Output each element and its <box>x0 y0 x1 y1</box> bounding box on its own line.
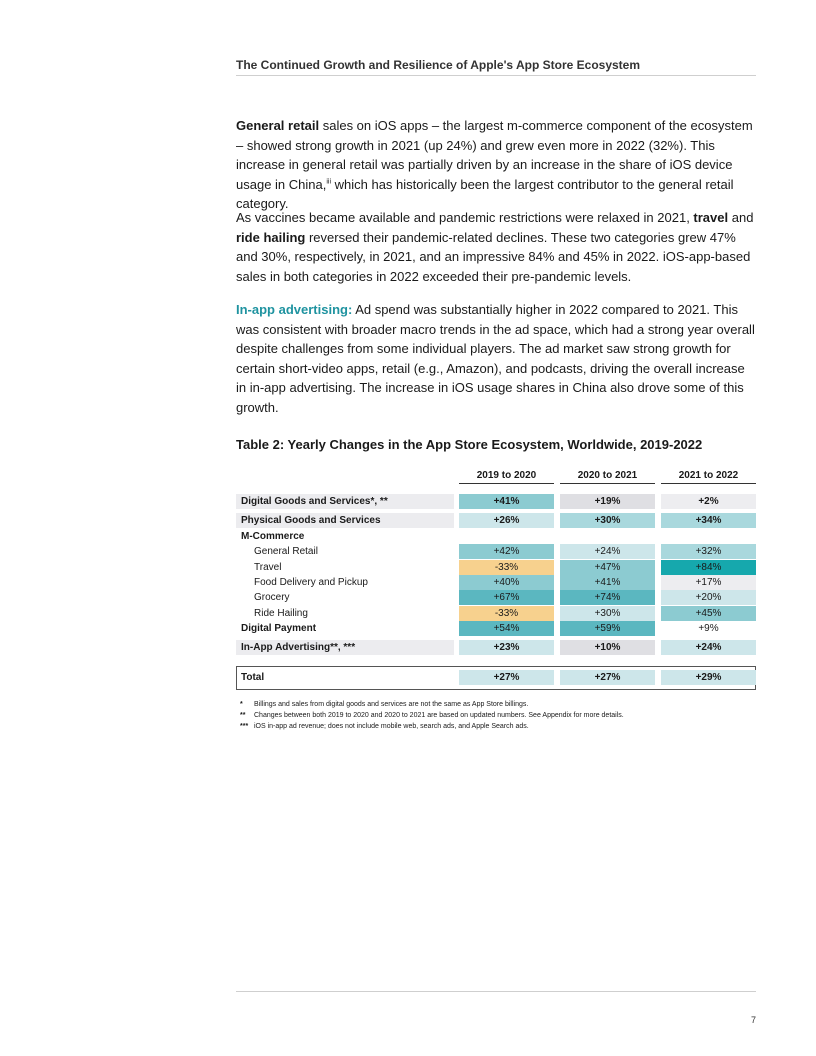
footnote-1 <box>240 701 528 708</box>
row-label-food-delivery: Food Delivery and Pickup <box>254 577 368 588</box>
in-app-advertising-lead: In-app advertising: <box>236 302 353 317</box>
footer-divider <box>236 991 756 992</box>
cell-grocery-2021-2022: +20% <box>661 590 756 605</box>
cell-digital-payment-2021-2022: +9% <box>698 623 719 634</box>
travel-text-c: reversed their pandemic-related declines. These two categories grew 47% and 30%, respectively, in 2021, and an impressive 84% and 45% in 2022. iOS-app-based sales in both categories in 2022 exceeded their pre-pandemic levels. <box>236 229 751 284</box>
paragraph-general-retail <box>236 116 756 214</box>
table-title: Table 2: Yearly Changes in the App Store Ecosystem, Worldwide, 2019-2022 <box>236 437 703 452</box>
row-label-travel: Travel <box>254 562 282 573</box>
footnote-2-text: Changes between both 2019 to 2020 and 2020 to 2021 are based on updated numbers. See Appendix for more details. <box>254 712 624 719</box>
row-label-in-app-ads: In-App Advertising**, *** <box>241 642 356 653</box>
footnote-3-text: iOS in-app ad revenue; does not include mobile web, search ads, and Apple Search ads. <box>254 723 529 730</box>
cell-total-2020-2021: +27% <box>560 670 655 685</box>
cell-ride-hailing-2020-2021: +30% <box>560 606 655 621</box>
page-number: 7 <box>750 1015 756 1025</box>
general-retail-text-b: which has historically been the largest contributor to the general retail category. <box>236 176 734 212</box>
cell-total-2021-2022: +29% <box>661 670 756 685</box>
footnote-ref-iii: iii <box>326 178 332 186</box>
travel-text-b: and <box>728 210 754 225</box>
col-header-2019-2020: 2019 to 2020 <box>459 470 554 484</box>
footnote-1-mark: * <box>240 701 243 708</box>
cell-physical-goods-2019-2020: +26% <box>459 513 554 528</box>
cell-travel-2019-2020: -33% <box>459 560 554 575</box>
row-label-total: Total <box>241 672 265 683</box>
col-header-2021-2022: 2021 to 2022 <box>661 470 756 484</box>
cell-general-retail-2021-2022: +32% <box>661 544 756 559</box>
row-label-grocery: Grocery <box>254 592 290 603</box>
footnote-3 <box>240 723 529 730</box>
cell-ride-hailing-2019-2020: -33% <box>459 606 554 621</box>
travel-bold: travel <box>693 210 729 225</box>
general-retail-lead: General retail <box>236 118 320 133</box>
header-divider <box>236 75 756 76</box>
ride-hailing-bold: ride hailing <box>236 229 306 245</box>
running-header: The Continued Growth and Resilience of Apple's App Store Ecosystem <box>236 58 641 72</box>
row-label-m-commerce: M-Commerce <box>241 531 305 542</box>
cell-food-delivery-2020-2021: +41% <box>560 575 655 590</box>
paragraph-in-app-advertising <box>236 300 756 418</box>
cell-in-app-ads-2019-2020: +23% <box>459 640 554 655</box>
cell-digital-payment-2019-2020: +54% <box>459 621 554 636</box>
cell-general-retail-2020-2021: +24% <box>560 544 655 559</box>
cell-food-delivery-2021-2022: +17% <box>661 575 756 590</box>
footnote-2 <box>240 712 624 719</box>
cell-total-2019-2020: +27% <box>459 670 554 685</box>
cell-in-app-ads-2021-2022: +24% <box>661 640 756 655</box>
row-label-digital-goods: Digital Goods and Services*, ** <box>241 496 388 507</box>
cell-digital-goods-2021-2022: +2% <box>661 494 756 509</box>
cell-general-retail-2019-2020: +42% <box>459 544 554 559</box>
cell-physical-goods-2020-2021: +30% <box>560 513 655 528</box>
cell-food-delivery-2019-2020: +40% <box>459 575 554 590</box>
cell-ride-hailing-2021-2022: +45% <box>661 606 756 621</box>
cell-travel-2020-2021: +47% <box>560 560 655 575</box>
paragraph-travel-ride-hailing <box>236 208 756 286</box>
footnote-2-mark: ** <box>240 712 246 719</box>
cell-physical-goods-2021-2022: +34% <box>661 513 756 528</box>
cell-grocery-2020-2021: +74% <box>560 590 655 605</box>
footnote-3-mark: *** <box>240 723 249 730</box>
row-label-digital-payment: Digital Payment <box>241 623 317 634</box>
cell-digital-goods-2020-2021: +19% <box>560 494 655 509</box>
col-header-2020-2021: 2020 to 2021 <box>560 470 655 484</box>
general-retail-text-a: sales on iOS apps – the largest m-commerce component of the ecosystem – showed strong growth in 2021 (up 24%) and grew even more in 2022 (32%). This increase in general retail was partially driven by an increase in the share of iOS device usage in China, <box>236 118 753 192</box>
row-label-general-retail: General Retail <box>254 546 318 557</box>
footnote-1-text: Billings and sales from digital goods and services are not the same as App Store billings. <box>254 701 529 708</box>
cell-travel-2021-2022: +84% <box>661 560 756 575</box>
cell-digital-payment-2020-2021: +59% <box>560 621 655 636</box>
cell-digital-goods-2019-2020: +41% <box>459 494 554 509</box>
cell-grocery-2019-2020: +67% <box>459 590 554 605</box>
row-label-physical-goods: Physical Goods and Services <box>241 515 381 526</box>
travel-text-a: As vaccines became available and pandemic restrictions were relaxed in 2021, <box>236 210 694 225</box>
row-label-ride-hailing: Ride Hailing <box>254 608 308 619</box>
cell-in-app-ads-2020-2021: +10% <box>560 640 655 655</box>
in-app-advertising-text: Ad spend was substantially higher in 2022 compared to 2021. This was consistent with broader macro trends in the ad space, which had a strong year overall despite challenges from some individual players. The ad market saw strong growth for certain short-video apps, retail (e.g., Amazon), and podcasts, driving the overall increase in in-app advertising. The increase in iOS usage shares in China also drove some of this growth. <box>236 302 755 415</box>
